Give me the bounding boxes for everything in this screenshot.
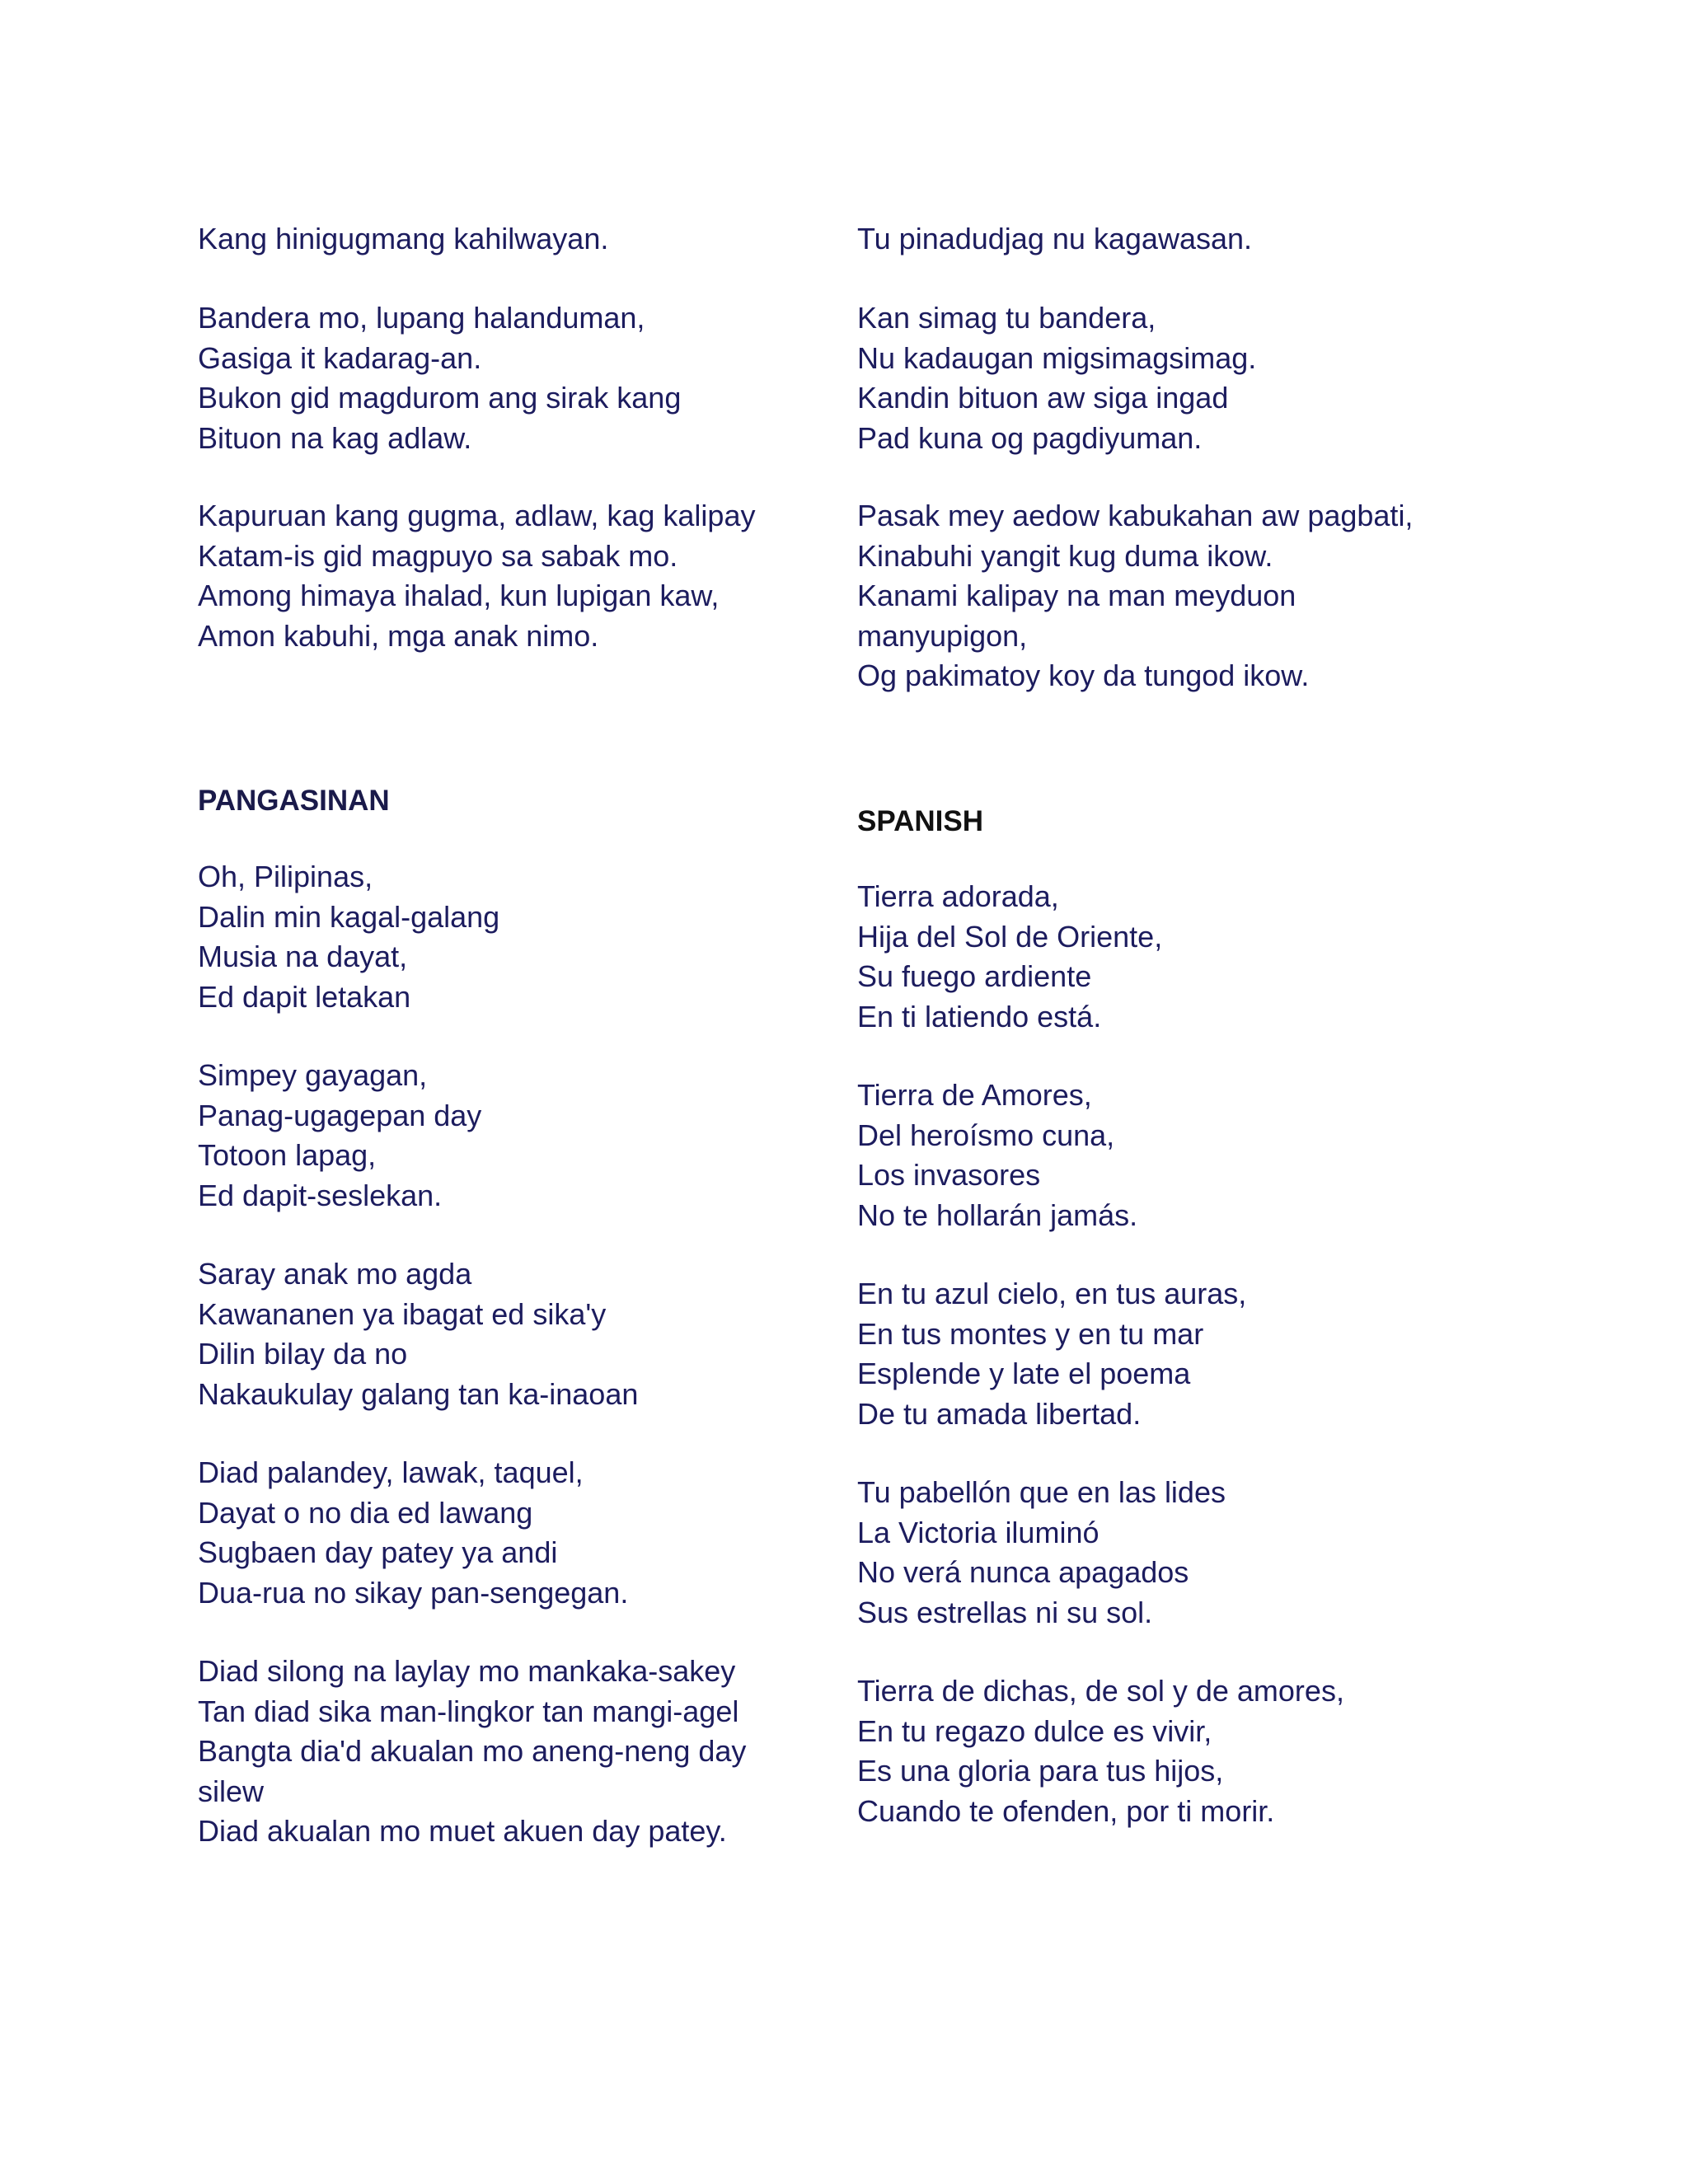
verse-line: Totoon lapag, xyxy=(198,1138,377,1172)
verse-line: Nu kadaugan migsimagsimag. xyxy=(857,340,1257,375)
stanza xyxy=(857,1473,1484,1633)
verse-line: Gasiga it kadarag-an. xyxy=(198,340,482,375)
verse-line: Tu pinadudjag nu kagawasan. xyxy=(857,222,1253,255)
verse-line: Diad palandey, lawak, taquel, xyxy=(198,1455,584,1489)
stanza xyxy=(198,857,824,1017)
verse-line: Kawananen ya ibagat ed sika'y xyxy=(198,1296,607,1331)
verse-line: Among himaya ihalad, kun lupigan kaw, xyxy=(198,579,720,612)
verse-line: Tan diad sika man-lingkor tan mangi-agel xyxy=(198,1694,739,1728)
verse-line: Diad silong na laylay mo mankaka-sakey xyxy=(198,1654,736,1688)
verse-line: La Victoria iluminó xyxy=(857,1515,1100,1549)
verse-line: No te hollarán jamás. xyxy=(857,1197,1138,1232)
stanza xyxy=(857,1274,1484,1434)
verse-line: Kang hinigugmang kahilwayan. xyxy=(198,222,609,255)
verse-line: Pad kuna og pagdiyuman. xyxy=(857,420,1203,455)
stanza xyxy=(198,1056,824,1216)
verse-line: Musia na dayat, xyxy=(198,940,408,973)
verse-line: Bangta dia'd akualan mo aneng-neng day xyxy=(198,1734,747,1768)
verse-line: Kapuruan kang gugma, adlaw, kag kalipay xyxy=(198,499,756,532)
verse-line: Del heroísmo cuna, xyxy=(857,1118,1115,1152)
verse-line: Kinabuhi yangit kug duma ikow. xyxy=(857,538,1273,573)
verse-line: Kandin bituon aw siga ingad xyxy=(857,381,1229,415)
stanza xyxy=(198,496,824,656)
verse-line: Nakaukulay galang tan ka-inaoan xyxy=(198,1376,639,1411)
verse-line: Tierra de Amores, xyxy=(857,1078,1092,1112)
verse-line: Kan simag tu bandera, xyxy=(857,301,1156,335)
verse-line: Bandera mo, lupang halanduman, xyxy=(198,301,645,335)
verse-line: Tu pabellón que en las lides xyxy=(857,1475,1226,1509)
stanza xyxy=(857,1076,1484,1235)
stanza xyxy=(198,1453,824,1613)
stanza xyxy=(198,298,824,458)
verse-line: manyupigon, xyxy=(857,618,1028,653)
stanza xyxy=(857,496,1484,696)
verse-line: En tu regazo dulce es vivir, xyxy=(857,1713,1212,1748)
stanza xyxy=(857,1671,1484,1831)
verse-line: Los invasores xyxy=(857,1158,1041,1192)
verse-line: En tu azul cielo, en tus auras, xyxy=(857,1277,1247,1310)
verse-line: Tierra de dichas, de sol y de amores, xyxy=(857,1674,1344,1708)
verse-line: Es una gloria para tus hijos, xyxy=(857,1754,1224,1788)
verse-line: Saray anak mo agda xyxy=(198,1257,472,1291)
verse-line: Ed dapit-seslekan. xyxy=(198,1178,443,1212)
stanza xyxy=(857,298,1484,458)
verse-line: Panag-ugagepan day xyxy=(198,1098,482,1132)
verse-line: Sus estrellas ni su sol. xyxy=(857,1595,1153,1629)
stanza xyxy=(198,1254,824,1414)
verse-line: Pasak mey aedow kabukahan aw pagbati, xyxy=(857,499,1414,532)
verse-line: Sugbaen day patey ya andi xyxy=(198,1535,558,1569)
verse-line: Dayat o no dia ed lawang xyxy=(198,1495,533,1530)
verse-line: Su fuego ardiente xyxy=(857,959,1092,993)
verse-line: Amon kabuhi, mga anak nimo. xyxy=(198,618,599,653)
verse-line: Og pakimatoy koy da tungod ikow. xyxy=(857,658,1310,692)
stanza xyxy=(857,877,1484,1037)
section-heading-pangasinan: PANGASINAN xyxy=(198,785,390,817)
verse-line: Dua-rua no sikay pan-sengegan. xyxy=(198,1575,629,1610)
section-heading-spanish: SPANISH xyxy=(857,805,983,837)
verse-line: Tierra adorada, xyxy=(857,879,1059,913)
verse-line: Oh, Pilipinas, xyxy=(198,860,373,893)
verse-line: De tu amada libertad. xyxy=(857,1396,1142,1431)
verse-line: Diad akualan mo muet akuen day patey. xyxy=(198,1814,727,1848)
verse-line: Bukon gid magdurom ang sirak kang xyxy=(198,381,682,415)
verse-line: Bituon na kag adlaw. xyxy=(198,420,472,455)
stanza xyxy=(198,1652,824,1852)
verse-line: silew xyxy=(198,1774,265,1808)
verse-line: Kanami kalipay na man meyduon xyxy=(857,579,1296,612)
verse-line: Cuando te ofenden, por ti morir. xyxy=(857,1793,1275,1828)
verse-line: Esplende y late el poema xyxy=(857,1357,1191,1390)
verse-line: Simpey gayagan, xyxy=(198,1058,428,1092)
verse-line: En ti latiendo está. xyxy=(857,999,1102,1033)
stanza xyxy=(857,219,1484,260)
verse-line: Hija del Sol de Oriente, xyxy=(857,919,1163,954)
verse-line: Dilin bilay da no xyxy=(198,1337,408,1371)
verse-line: Ed dapit letakan xyxy=(198,979,411,1014)
verse-line: En tus montes y en tu mar xyxy=(857,1316,1204,1351)
verse-line: Dalin min kagal-galang xyxy=(198,899,500,934)
verse-line: Katam-is gid magpuyo sa sabak mo. xyxy=(198,538,678,573)
verse-line: No verá nunca apagados xyxy=(857,1555,1189,1589)
stanza xyxy=(198,219,824,260)
